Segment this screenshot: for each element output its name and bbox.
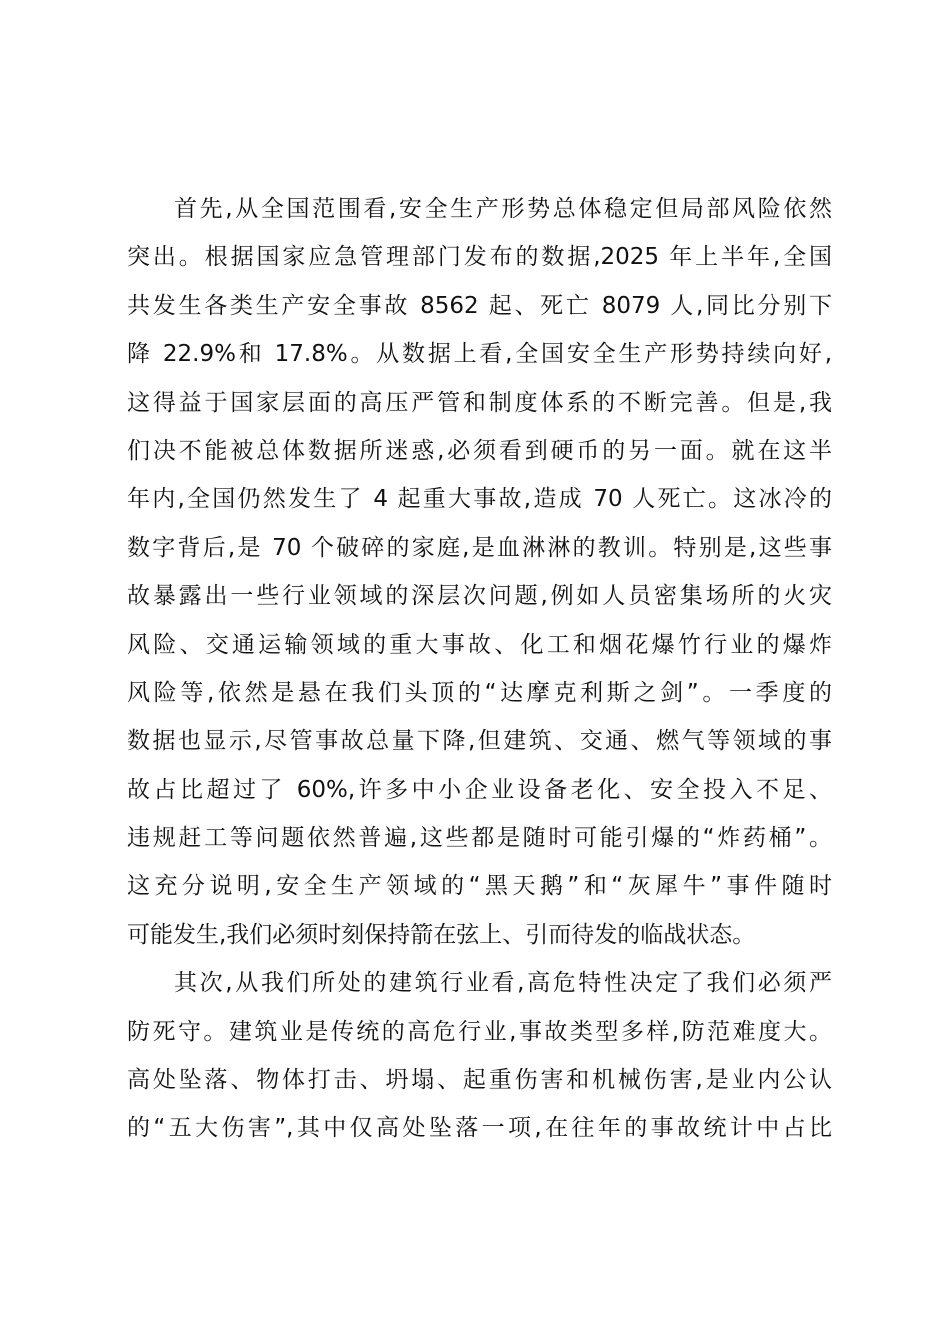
text-line: 其次,从我们所处的建筑行业看,高危特性决定了我们必须严 [174, 970, 832, 997]
text-line: 风险等,依然是悬在我们头顶的“达摩克利斯之剑”。一季度的 [127, 679, 832, 706]
text-line: 突出。根据国家应急管理部门发布的数据,2025 年上半年,全国 [127, 244, 832, 271]
text-line: 防死守。建筑业是传统的高危行业,事故类型多样,防范难度大。 [127, 1018, 832, 1045]
text-line: 年内,全国仍然发生了 4 起重大事故,造成 70 人死亡。这冰冷的 [127, 486, 832, 513]
paragraph-1 [127, 185, 832, 959]
text-line: 的“五大伤害”,其中仅高处坠落一项,在往年的事故统计中占比 [127, 1115, 832, 1142]
text-line: 风险、交通运输领域的重大事故、化工和烟花爆竹行业的爆炸 [127, 631, 832, 658]
text-line: 这得益于国家层面的高压严管和制度体系的不断完善。但是,我 [127, 389, 832, 416]
paragraph-2 [127, 959, 832, 1153]
text-line: 故暴露出一些行业领域的深层次问题,例如人员密集场所的火灾 [127, 583, 832, 610]
document-body [127, 185, 832, 1153]
text-line: 数据也显示,尽管事故总量下降,但建筑、交通、燃气等领域的事 [127, 728, 832, 755]
text-line: 这充分说明,安全生产领域的“黑天鹅”和“灰犀牛”事件随时 [127, 873, 832, 900]
text-line: 降 22.9%和 17.8%。从数据上看,全国安全生产形势持续向好, [127, 341, 832, 368]
text-line: 可能发生,我们必须时刻保持箭在弦上、引而待发的临战状态。 [127, 921, 756, 948]
text-line: 首先,从全国范围看,安全生产形势总体稳定但局部风险依然 [174, 196, 832, 222]
text-line: 违规赶工等问题依然普遍,这些都是随时可能引爆的“炸药桶”。 [127, 825, 832, 852]
text-line: 们决不能被总体数据所迷惑,必须看到硬币的另一面。就在这半 [127, 437, 832, 464]
text-line: 故占比超过了 60%,许多中小企业设备老化、安全投入不足、 [127, 776, 832, 803]
text-line: 数字背后,是 70 个破碎的家庭,是血淋淋的教训。特别是,这些事 [127, 534, 832, 561]
text-line: 共发生各类生产安全事故 8562 起、死亡 8079 人,同比分别下 [127, 292, 832, 319]
text-line: 高处坠落、物体打击、坍塌、起重伤害和机械伤害,是业内公认 [127, 1067, 832, 1094]
